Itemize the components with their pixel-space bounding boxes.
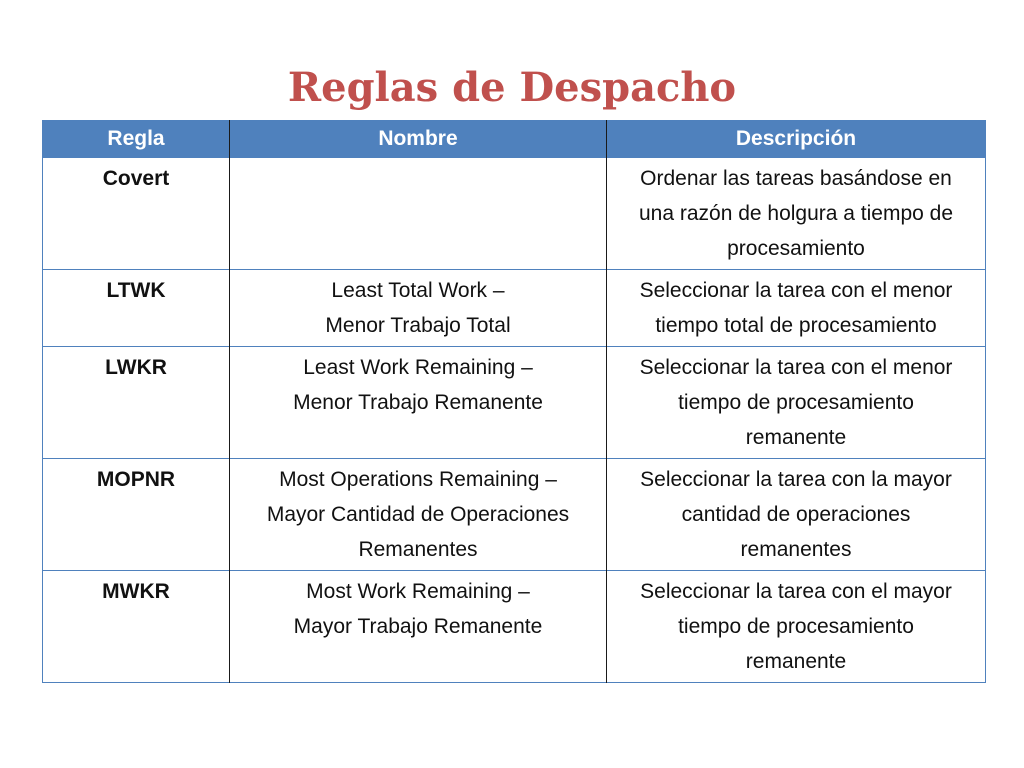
text-line: Seleccionar la tarea con el menor bbox=[639, 279, 953, 302]
text-line: Least Total Work – bbox=[331, 279, 505, 302]
text-line: tiempo de procesamiento bbox=[678, 391, 914, 414]
text-line: una razón de holgura a tiempo de bbox=[638, 202, 954, 225]
text-line: Mayor Cantidad de Operaciones bbox=[266, 503, 570, 526]
table-row bbox=[43, 270, 986, 347]
cell-regla: MOPNR bbox=[43, 459, 230, 571]
cell-descripcion bbox=[607, 459, 986, 571]
cell-nombre bbox=[230, 571, 607, 683]
text-line: Most Operations Remaining – bbox=[279, 468, 557, 491]
column-header-descripcion: Descripción bbox=[607, 121, 986, 158]
text-line: cantidad de operaciones bbox=[681, 503, 911, 526]
cell-descripcion bbox=[607, 270, 986, 347]
page-title: Reglas de Despacho bbox=[287, 64, 737, 111]
text-line: remanente bbox=[745, 650, 847, 673]
cell-nombre bbox=[230, 347, 607, 459]
table-row bbox=[43, 158, 986, 270]
cell-regla: MWKR bbox=[43, 571, 230, 683]
text-line: Ordenar las tareas basándose en bbox=[640, 167, 952, 190]
rules-table bbox=[42, 120, 986, 683]
cell-regla: LTWK bbox=[43, 270, 230, 347]
cell-descripcion bbox=[607, 347, 986, 459]
table-row bbox=[43, 459, 986, 571]
text-line: remanentes bbox=[740, 538, 852, 561]
text-line: Menor Trabajo Remanente bbox=[293, 391, 543, 414]
text-line: Seleccionar la tarea con el menor bbox=[639, 356, 953, 379]
table-header-row bbox=[43, 121, 986, 158]
text-line: procesamiento bbox=[727, 237, 865, 260]
text-line: Seleccionar la tarea con el mayor bbox=[640, 580, 952, 603]
text-line: remanente bbox=[745, 426, 847, 449]
text-line: Remanentes bbox=[358, 538, 478, 561]
table-row bbox=[43, 347, 986, 459]
cell-descripcion bbox=[607, 571, 986, 683]
cell-nombre bbox=[230, 459, 607, 571]
column-header-regla: Regla bbox=[43, 121, 230, 158]
text-line: Seleccionar la tarea con la mayor bbox=[640, 468, 952, 491]
table-row bbox=[43, 571, 986, 683]
column-header-nombre: Nombre bbox=[230, 121, 607, 158]
text-line: tiempo de procesamiento bbox=[678, 615, 914, 638]
text-line: Least Work Remaining – bbox=[303, 356, 533, 379]
text-line: Menor Trabajo Total bbox=[325, 314, 511, 337]
cell-regla: Covert bbox=[43, 158, 230, 270]
text-line: Mayor Trabajo Remanente bbox=[293, 615, 543, 638]
cell-regla: LWKR bbox=[43, 347, 230, 459]
cell-nombre bbox=[230, 158, 607, 270]
cell-descripcion bbox=[607, 158, 986, 270]
text-line: Most Work Remaining – bbox=[306, 580, 530, 603]
cell-nombre bbox=[230, 270, 607, 347]
text-line: tiempo total de procesamiento bbox=[655, 314, 937, 337]
